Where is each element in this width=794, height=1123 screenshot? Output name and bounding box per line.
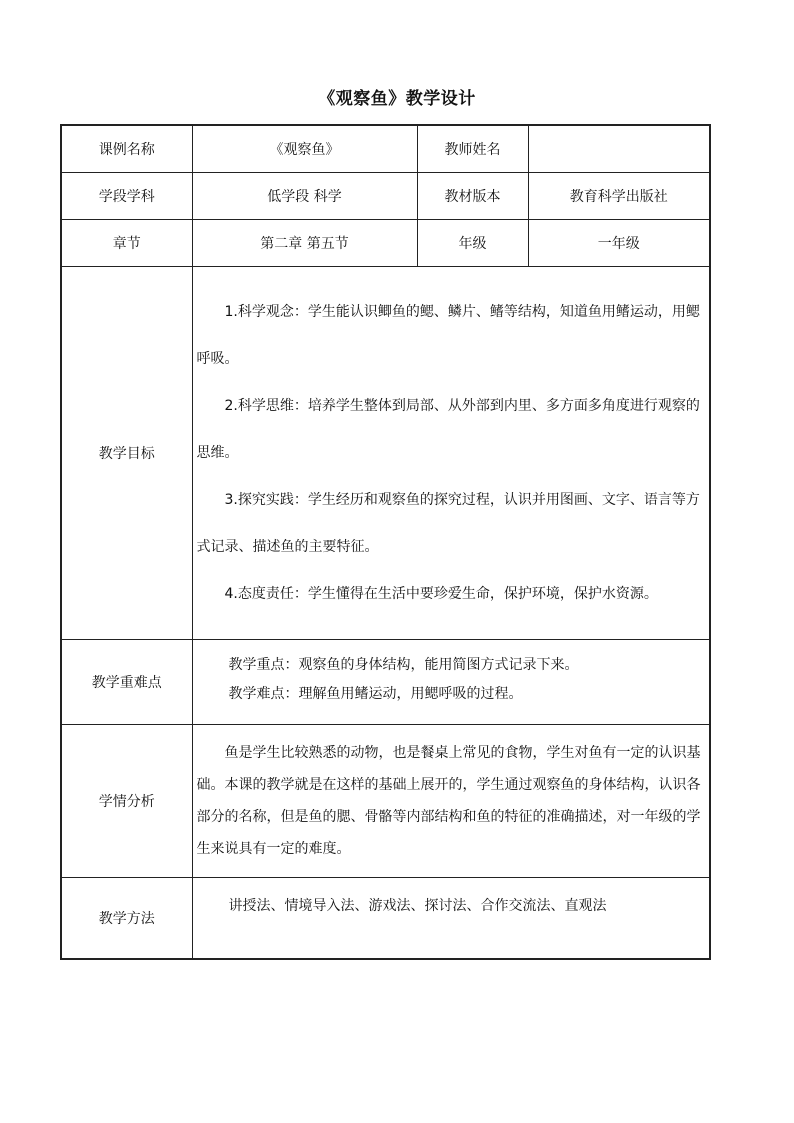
grade-subject-label: 学段学科 <box>61 173 192 220</box>
difficulty-text: 教学难点：理解鱼用鳍运动，用鳃呼吸的过程。 <box>228 686 523 702</box>
goal-item: 4.态度责任：学生懂得在生活中要珍爱生命，保护环境，保护水资源。 <box>224 585 658 602</box>
chapter-label: 章节 <box>61 220 192 267</box>
table-row <box>61 125 710 173</box>
table-row <box>61 640 710 725</box>
goal-item: 1.科学观念：学生能认识鲫鱼的鳃、鳞片、鳍等结构，知道鱼用鳍运动，用鳃呼吸。 <box>196 303 700 367</box>
analysis-content <box>193 733 710 869</box>
analysis-text: 鱼是学生比较熟悉的动物，也是餐桌上常见的食物，学生对鱼有一定的认识基础。本课的教学就是在这样的基础上展开的，学生通过观察鱼的身体结构，认识各部分的名称，但是鱼的腮、骨骼等内部结构和鱼的特征的准确描述，对一年级的学生来说具有一定的难度。 <box>196 745 701 857</box>
focus-label: 教学重难点 <box>61 640 192 725</box>
grade-label: 年级 <box>417 220 528 267</box>
page-title: 《观察鱼》教学设计 <box>318 89 476 109</box>
teacher-label: 教师姓名 <box>417 125 528 173</box>
method-text: 讲授法、情境导入法、游戏法、探讨法、合作交流法、直观法 <box>228 898 607 914</box>
table-row <box>61 878 710 960</box>
lesson-design-table <box>60 124 711 960</box>
goals-cell <box>192 267 710 640</box>
edition-label: 教材版本 <box>417 173 528 220</box>
course-name-value: 《观察鱼》 <box>192 125 417 173</box>
grade-value: 一年级 <box>528 220 710 267</box>
method-label: 教学方法 <box>61 878 192 960</box>
edition-value: 教育科学出版社 <box>528 173 710 220</box>
course-name-label: 课例名称 <box>61 125 192 173</box>
focus-cell <box>192 640 710 725</box>
analysis-cell <box>192 725 710 878</box>
key-point-text: 教学重点：观察鱼的身体结构，能用简图方式记录下来。 <box>228 657 579 673</box>
method-content <box>193 892 710 944</box>
table-row <box>61 725 710 878</box>
chapter-value: 第二章 第五节 <box>192 220 417 267</box>
analysis-label: 学情分析 <box>61 725 192 878</box>
table-row <box>61 173 710 220</box>
focus-content <box>193 641 710 723</box>
table-row <box>61 220 710 267</box>
goals-list <box>193 281 710 626</box>
goal-item: 2.科学思维：培养学生整体到局部、从外部到内里、多方面多角度进行观察的思维。 <box>196 397 700 461</box>
method-cell <box>192 878 710 960</box>
teacher-value <box>528 125 710 173</box>
goal-item: 3.探究实践：学生经历和观察鱼的探究过程，认识并用图画、文字、语言等方式记录、描述鱼的主要特征。 <box>196 491 700 555</box>
table-row <box>61 267 710 640</box>
grade-subject-value: 低学段 科学 <box>192 173 417 220</box>
goals-label: 教学目标 <box>61 267 192 640</box>
